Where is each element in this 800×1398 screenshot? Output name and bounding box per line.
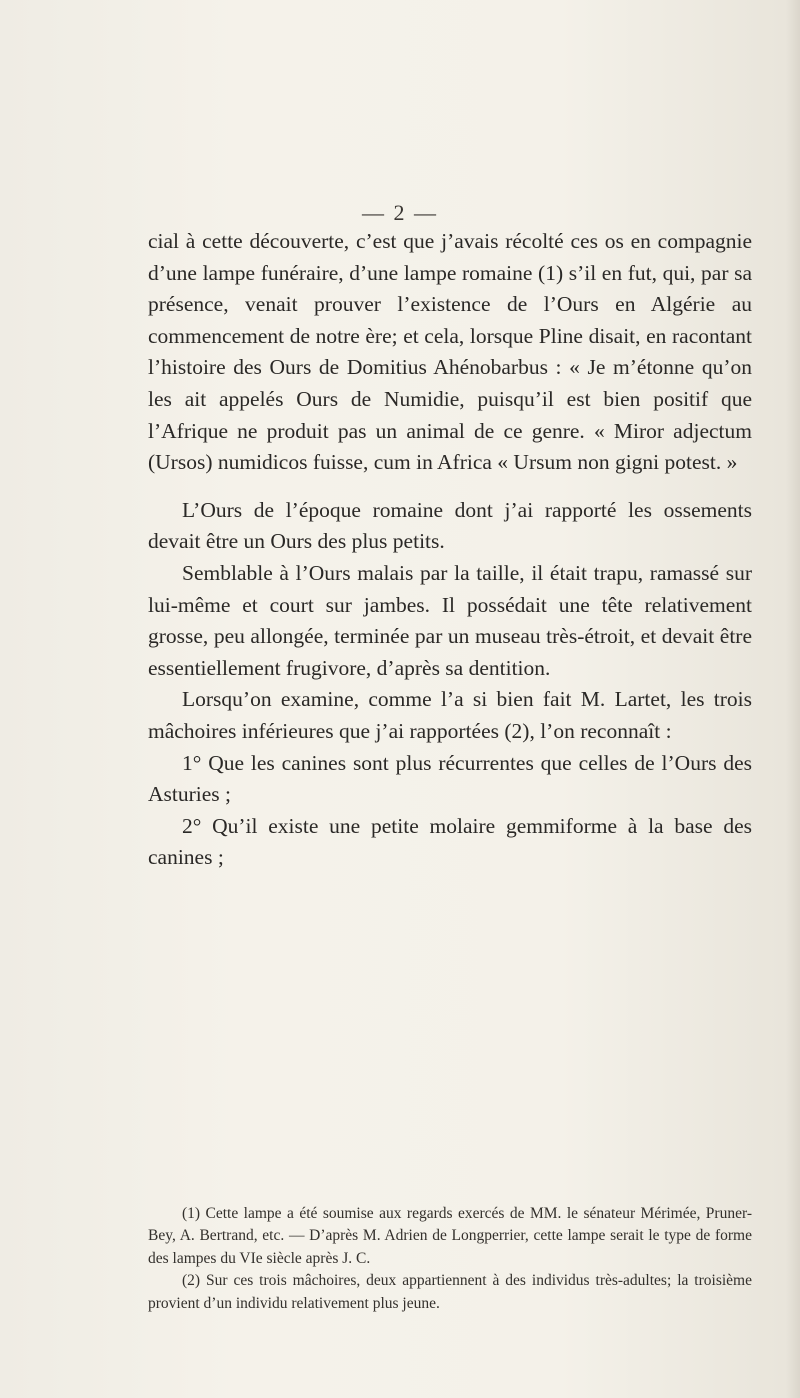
page-number: — 2 — [362,200,438,225]
footnote: (1) Cette lampe a été soumise aux regards exercés de MM. le sénateur Mérimée, Pruner-Bey, A. Bertrand, etc. — D’après M. Adrien de Longperrier, cette lampe serait le type de forme des lampes du VIe siècle après J. C. [148,1205,752,1267]
paragraph: Semblable à l’Ours malais par la taille, il était trapu, ramassé sur lui-même et court sur jambes. Il possédait une tête relativement grosse, peu allongée, terminée par un museau très-étroit, et devait être essentiellement frugivore, d’après sa dentition. [148,560,752,680]
list-item: 1° Que les canines sont plus récurrentes que celles de l’Ours des Asturies ; [148,750,752,807]
paragraph: Lorsqu’on examine, comme l’a si bien fait M. Lartet, les trois mâchoires inférieures que j’ai rapportées (2), l’on reconnaît : [148,687,752,743]
footnote: (2) Sur ces trois mâchoires, deux appartiennent à des individus très-adultes; la troisième provient d’un individu relativement plus jeune. [148,1272,752,1312]
paragraph: L’Ours de l’époque romaine dont j’ai rapporté les ossements devait être un Ours des plus petits. [148,497,752,554]
list-item: 2° Qu’il existe une petite molaire gemmiforme à la base des canines ; [148,813,752,870]
main-text [148,226,752,874]
paragraph-continued: cial à cette découverte, c’est que j’avais récolté ces os en compagnie d’une lampe funéraire, d’une lampe romaine (1) s’il en fut, qui, par sa présence, venait prouver l’existence de l’Ours en Algérie au commencement de notre ère; et cela, lorsque Pline disait, en racontant l’histoire des Ours de Domitius Ahénobarbus : « Je m’étonne qu’on les ait appelés Ours de Numidie, puisqu’il est bien positif que l’Afrique ne produit pas un animal de ce genre. « Miror adjectum (Ursos) numidicos fuisse, cum in Africa « Ursum non gigni potest. » [148,229,752,475]
footnotes [148,1203,752,1315]
